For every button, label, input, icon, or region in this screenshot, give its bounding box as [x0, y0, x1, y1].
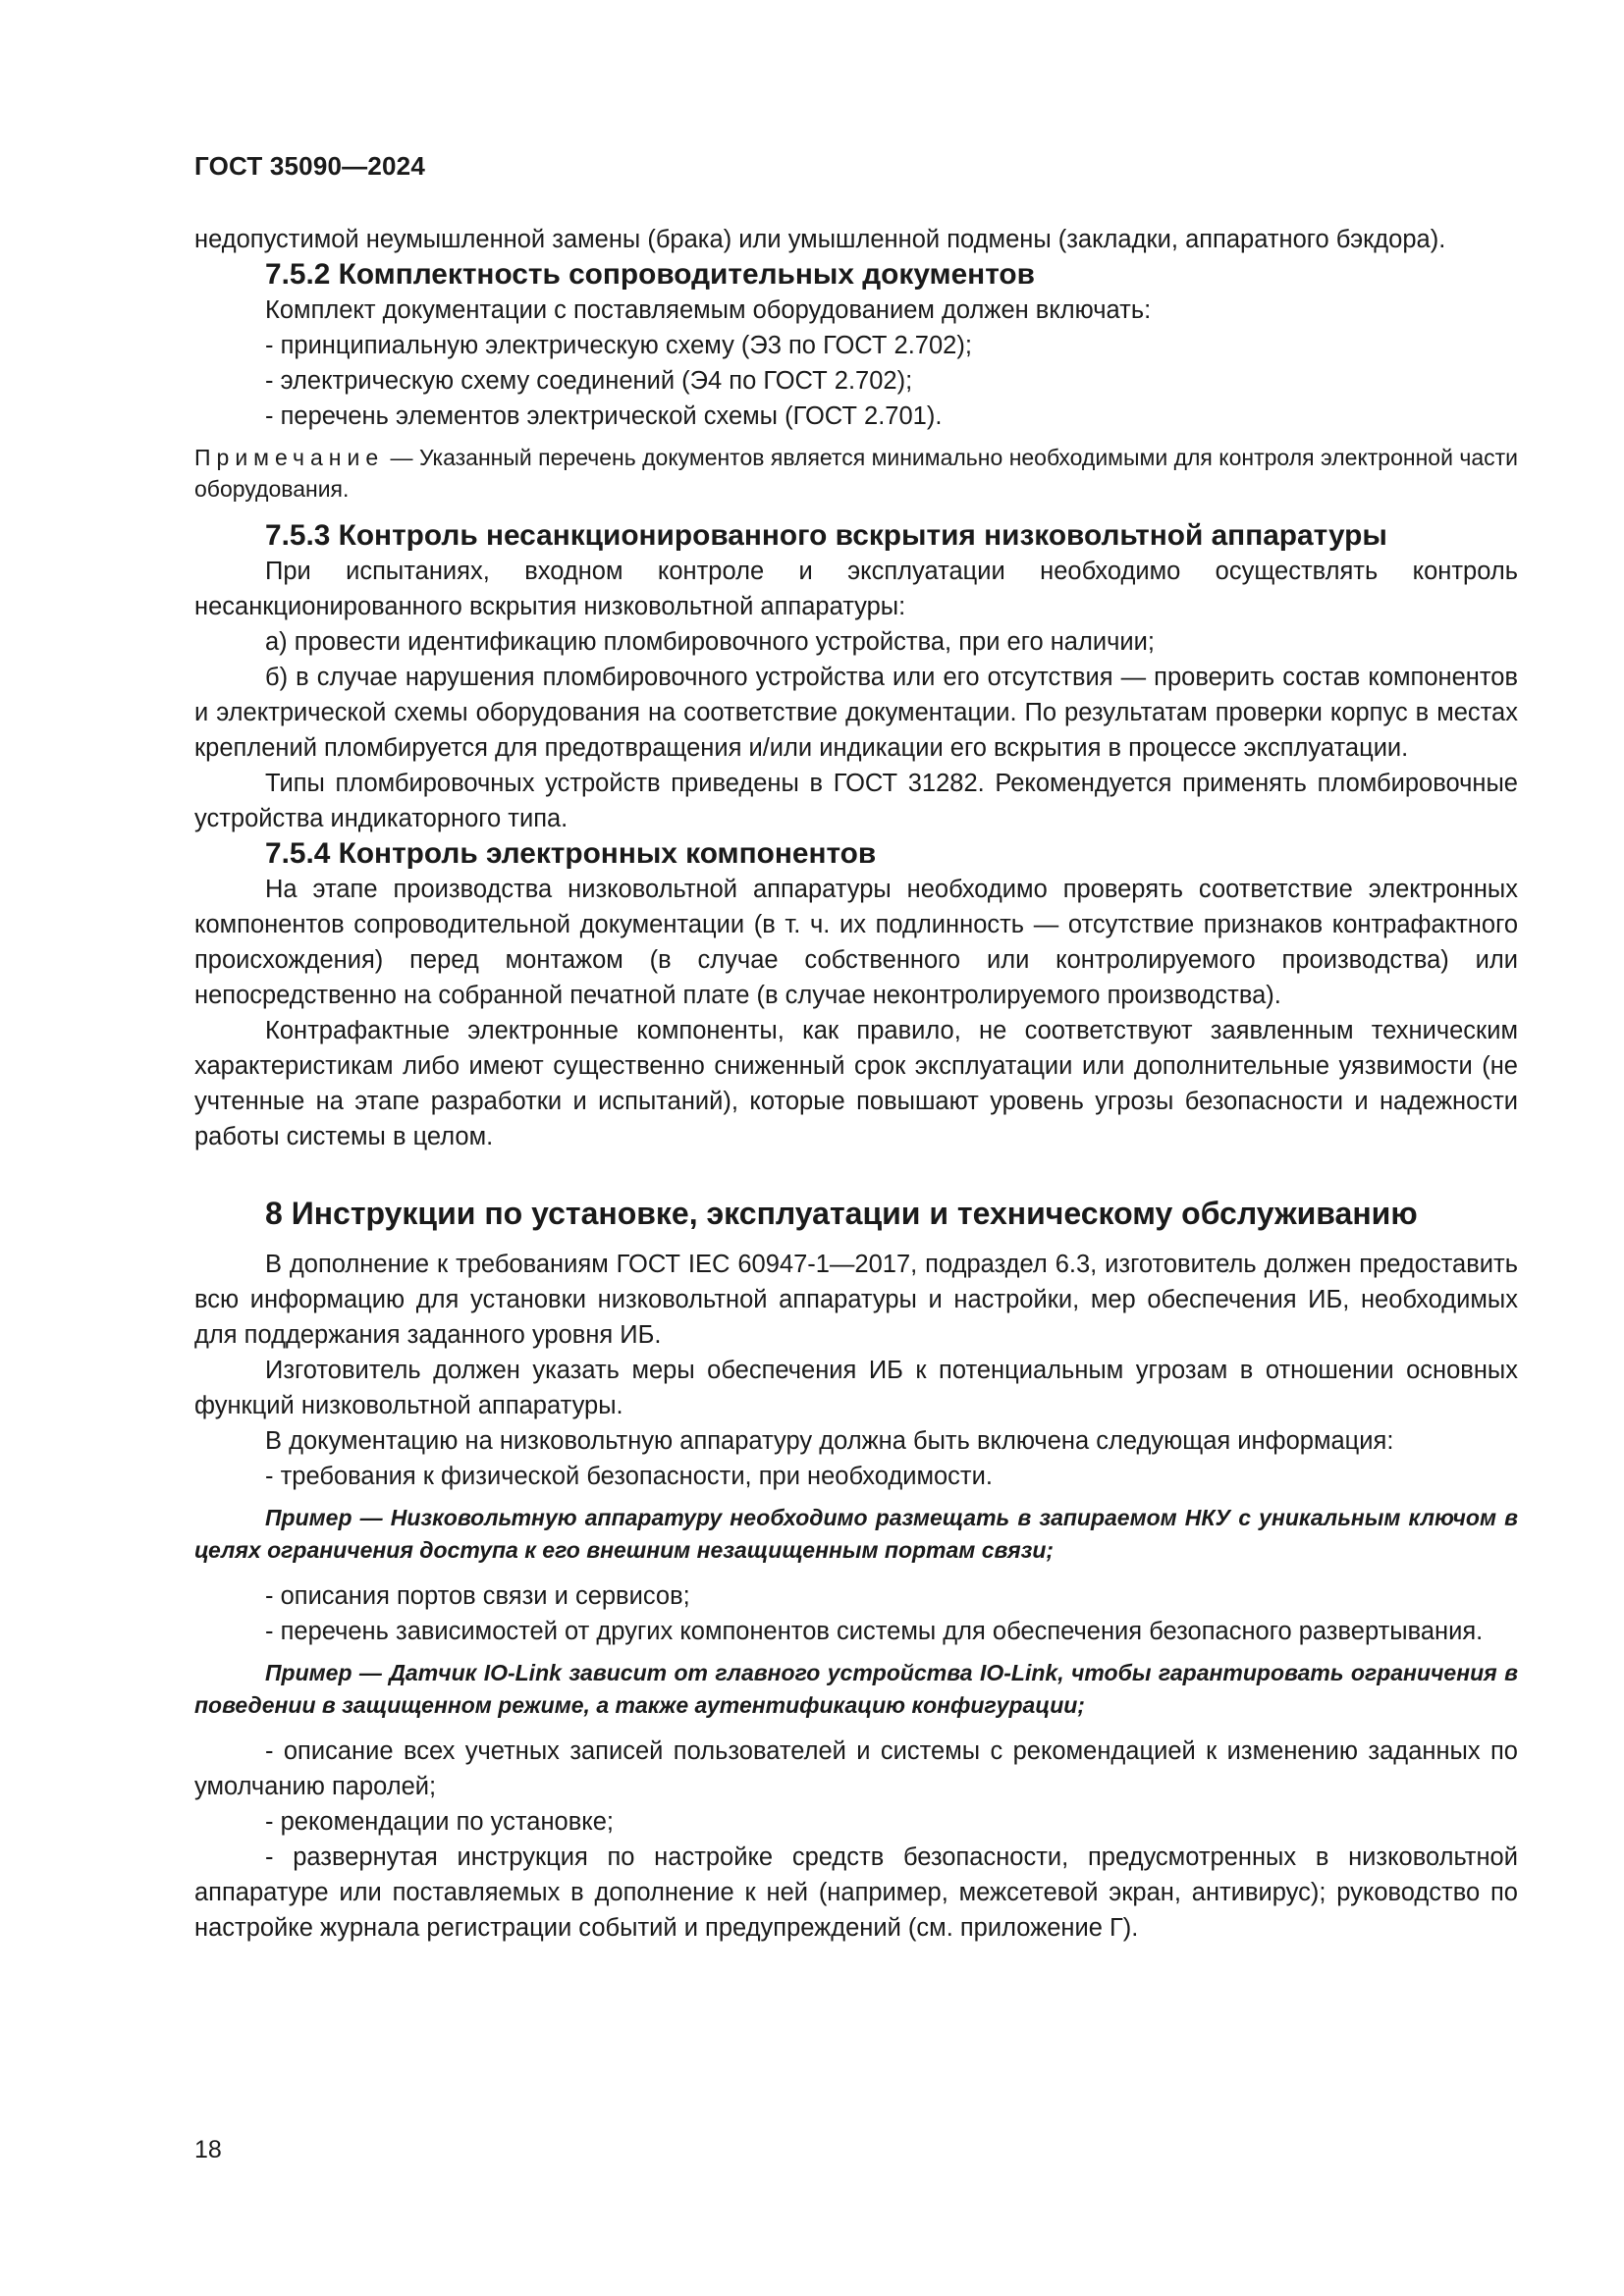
example-text: Пример — Датчик IO-Link зависит от главного устройства IO-Link, чтобы гарантировать ограничения в поведении в защищенном режиме, а также аутентификацию конфигурации; — [194, 1660, 1518, 1718]
list-item: - электрическую схему соединений (Э4 по ГОСТ 2.702); — [265, 367, 913, 395]
subsection-heading: 7.5.4 Контроль электронных компонентов — [265, 837, 877, 870]
page-number: 18 — [194, 2136, 222, 2163]
list-item: - развернутая инструкция по настройке средств безопасности, предусмотренных в низковольтной аппаратуре или поставляемых в дополнение к ней (например, межсетевой экран, антивирус); руководство по настройке журнала регистрации событий и предупреждений (см. приложение Г). — [194, 1843, 1518, 1942]
document-body — [194, 222, 1518, 1946]
list-item: - перечень элементов электрической схемы (ГОСТ 2.701). — [265, 402, 943, 430]
paragraph: б) в случае нарушения пломбировочного устройства или его отсутствия — проверить состав компонентов и электрической схемы оборудования на соответствие документации. По результатам проверки корпус в местах креплений пломбируется для предотвращения и/или индикации его вскрытия в процессе эксплуатации. — [194, 664, 1518, 762]
paragraph: а) провести идентификацию пломбировочного устройства, при его наличии; — [265, 628, 1155, 656]
list-item: - перечень зависимостей от других компонентов системы для обеспечения безопасного развертывания. — [265, 1618, 1484, 1645]
note-text: — Указанный перечень документов является минимально необходимыми для контроля электронной части оборудования. — [194, 445, 1518, 502]
note-label: Примечание — [194, 445, 385, 470]
paragraph: Контрафактные электронные компоненты, как правило, не соответствуют заявленным техническим характеристикам либо имеют существенно сниженный срок эксплуатации или дополнительные уязвимости (не учтенные на этапе разработки и испытаний), которые повышают уровень угрозы безопасности и надежности работы системы в целом. — [194, 1017, 1518, 1150]
paragraph: В документацию на низковольтную аппаратуру должна быть включена следующая информация: — [265, 1427, 1394, 1455]
example-text: Пример — Низковольтную аппаратуру необходимо размещать в запираемом НКУ с уникальным ключом в целях ограничения доступа к его внешним незащищенным портам связи; — [194, 1505, 1518, 1563]
subsection-heading: 7.5.2 Комплектность сопроводительных документов — [265, 258, 1035, 291]
section-heading: 8 Инструкции по установке, эксплуатации и техническому обслуживанию — [265, 1196, 1418, 1231]
list-item: - описания портов связи и сервисов; — [265, 1582, 690, 1610]
paragraph: недопустимой неумышленной замены (брака) или умышленной подмены (закладки, аппаратного бэкдора). — [194, 226, 1446, 253]
note — [194, 442, 1518, 505]
list-item: - требования к физической безопасности, при необходимости. — [265, 1463, 993, 1490]
subsection-heading: 7.5.3 Контроль несанкционированного вскрытия низковольтной аппаратуры — [265, 519, 1387, 552]
paragraph: В дополнение к требованиям ГОСТ IEC 60947-1—2017, подраздел 6.3, изготовитель должен предоставить всю информацию для установки низковольтной аппаратуры и настройки, мер обеспечения ИБ, необходимых для поддержания заданного уровня ИБ. — [194, 1251, 1518, 1349]
paragraph: При испытаниях, входном контроле и эксплуатации необходимо осуществлять контроль несанкционированного вскрытия низковольтной аппаратуры: — [194, 558, 1518, 620]
paragraph: Комплект документации с поставляемым оборудованием должен включать: — [265, 296, 1152, 324]
list-item: - принципиальную электрическую схему (Э3 по ГОСТ 2.702); — [265, 332, 972, 359]
list-item: - описание всех учетных записей пользователей и системы с рекомендацией к изменению заданных по умолчанию паролей; — [194, 1737, 1518, 1800]
list-item: - рекомендации по установке; — [265, 1808, 614, 1836]
paragraph: На этапе производства низковольтной аппаратуры необходимо проверять соответствие электронных компонентов сопроводительной документации (в т. ч. их подлинность — отсутствие признаков контрафактного происхождения) перед монтажом (в случае собственного или контролируемого производства) или непосредственно на собранной печатной плате (в случае неконтролируемого производства). — [194, 876, 1518, 1009]
page-header-doc-id: ГОСТ 35090—2024 — [194, 151, 425, 181]
paragraph: Типы пломбировочных устройств приведены в ГОСТ 31282. Рекомендуется применять пломбировочные устройства индикаторного типа. — [194, 770, 1518, 832]
paragraph: Изготовитель должен указать меры обеспечения ИБ к потенциальным угрозам в отношении основных функций низковольтной аппаратуры. — [194, 1357, 1518, 1419]
